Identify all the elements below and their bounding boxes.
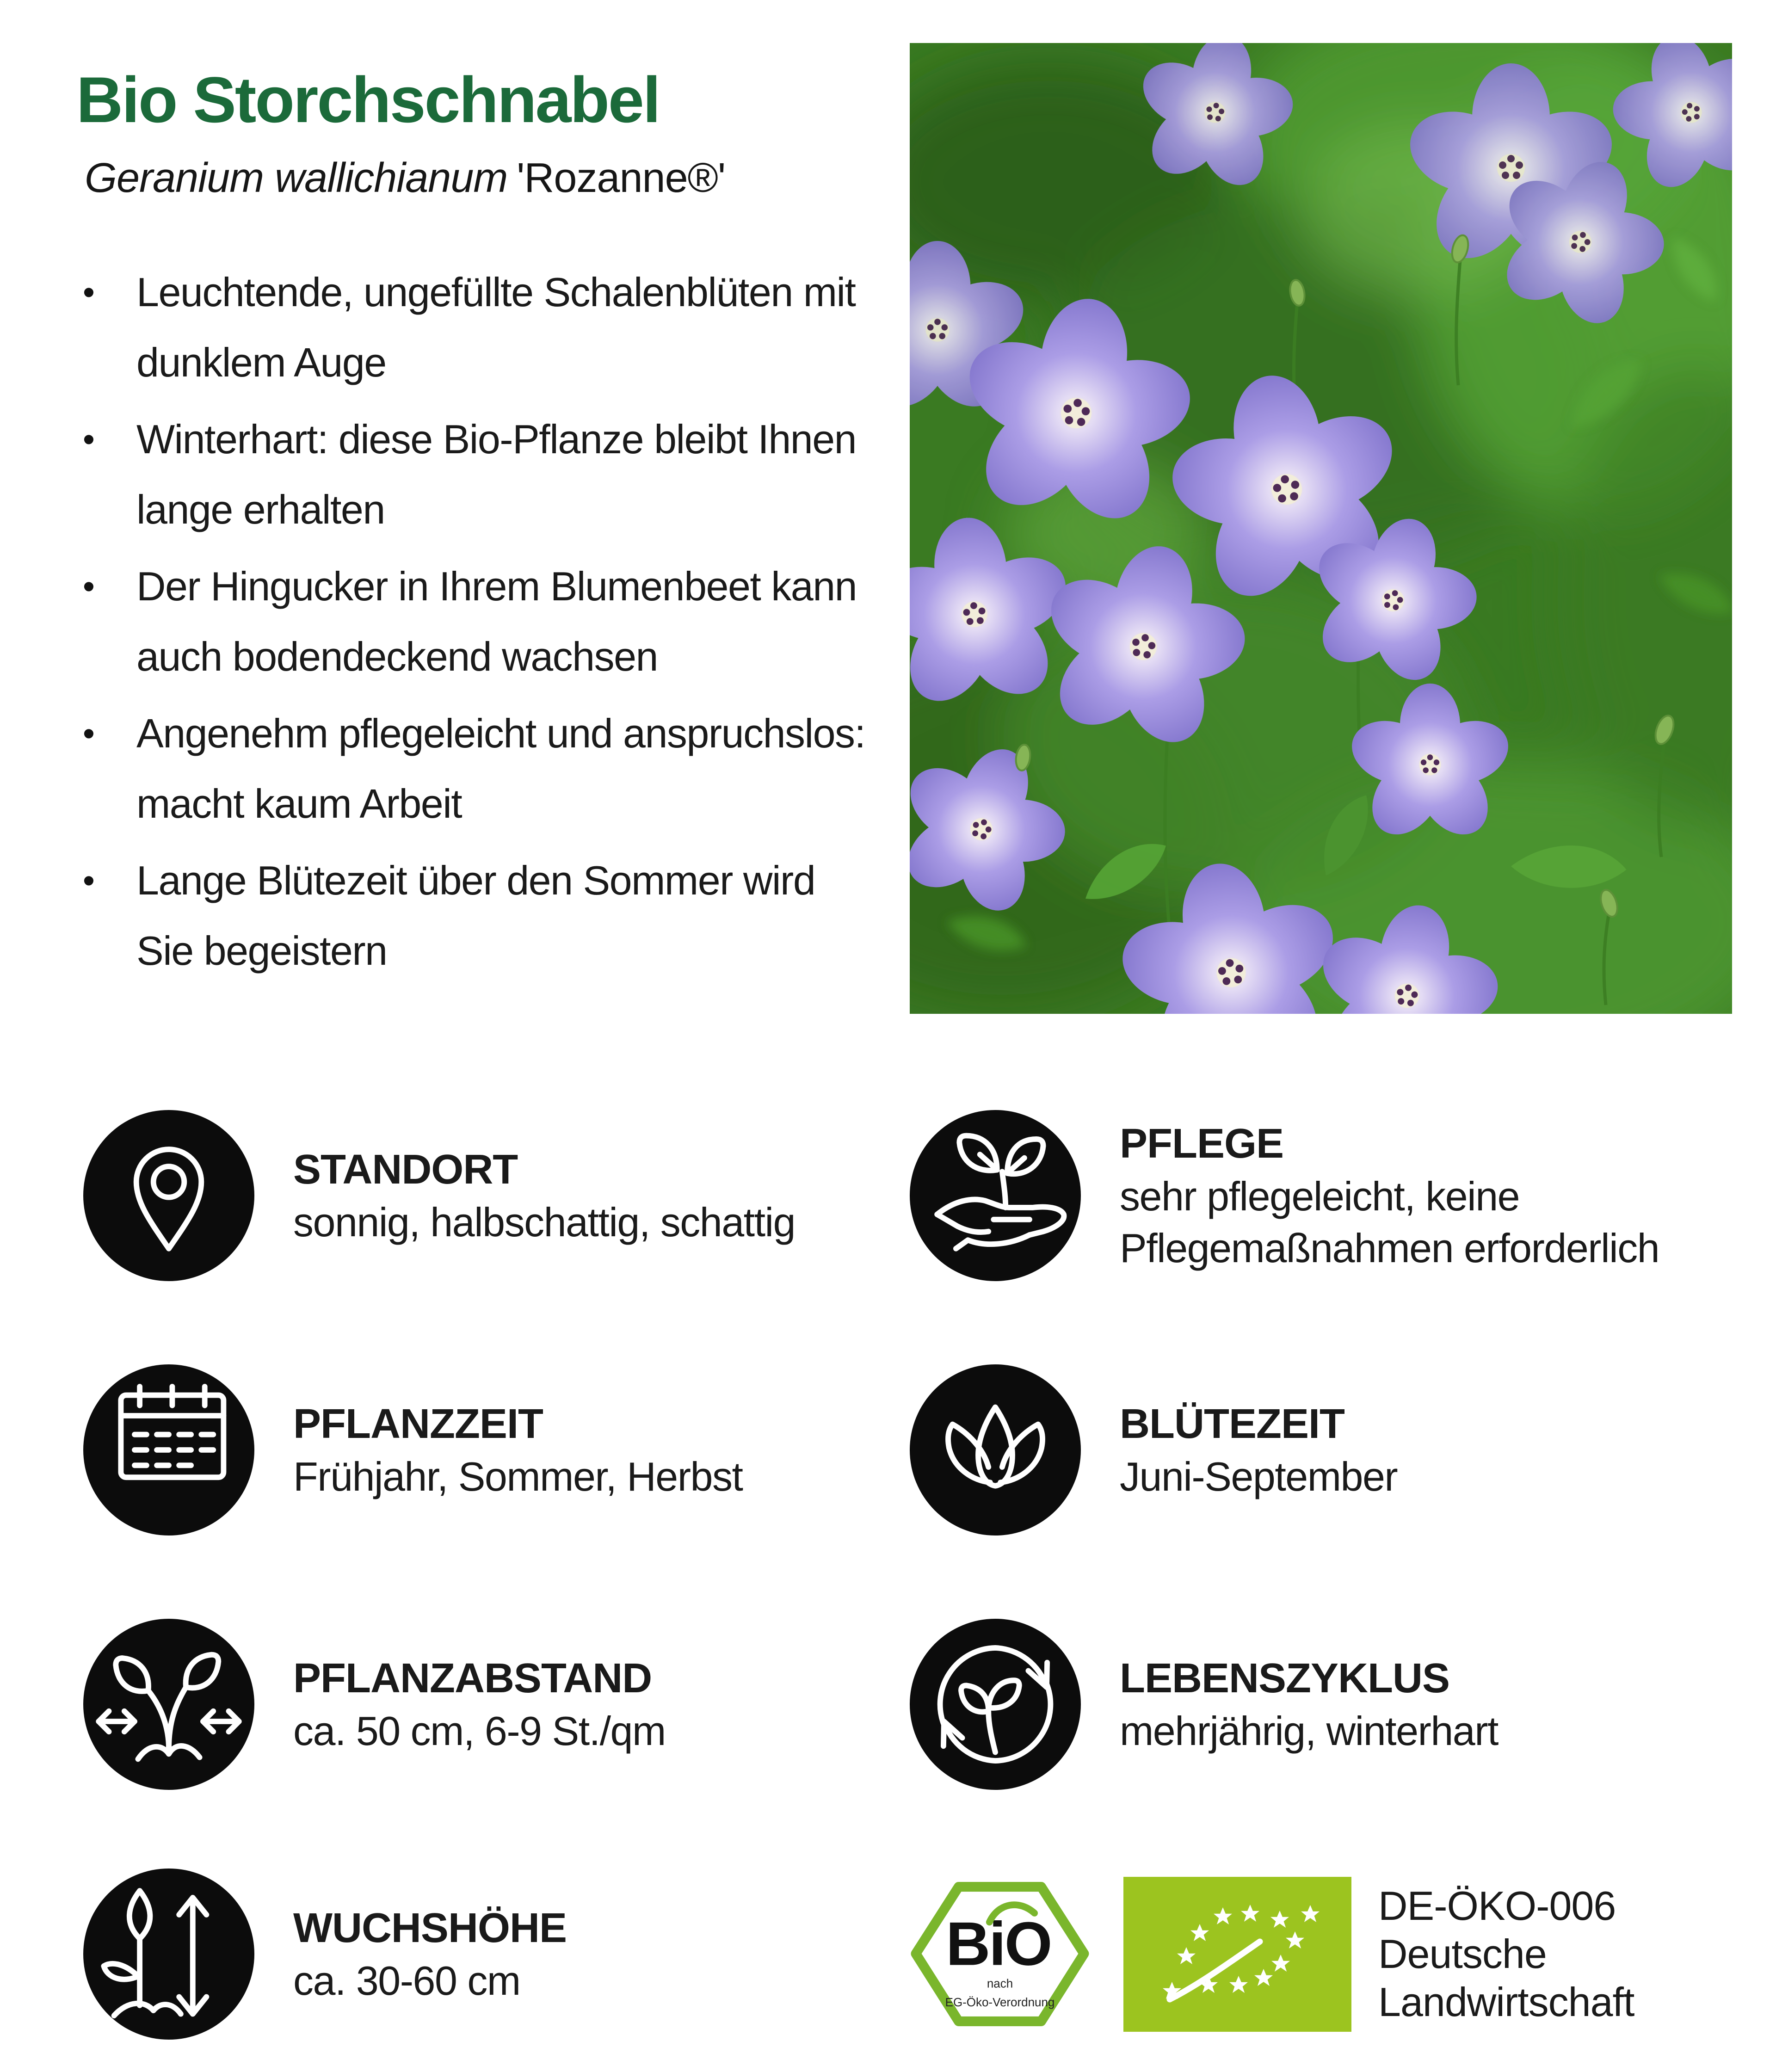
cert-line: Deutsche xyxy=(1378,1931,1547,1977)
bullet-dot: • xyxy=(83,861,95,900)
life-cycle-icon xyxy=(910,1619,1081,1790)
bullet-text: Winterhart: diese Bio-Pflanze bleibt Ihnen xyxy=(136,416,857,462)
plant-spacing-icon xyxy=(83,1619,254,1790)
feature-label: STANDORT xyxy=(293,1147,518,1193)
feature-bluetezeit xyxy=(910,1364,1397,1536)
feature-desc: mehrjährig, winterhart xyxy=(1120,1708,1498,1754)
feature-desc: sonnig, halbschattig, schattig xyxy=(293,1199,796,1245)
bullet-dot: • xyxy=(83,714,95,752)
bullet-text: lange erhalten xyxy=(136,487,385,532)
certification-text xyxy=(1378,1882,1634,2026)
feature-label: LEBENSZYKLUS xyxy=(1120,1655,1450,1702)
feature-desc: ca. 50 cm, 6-9 St./qm xyxy=(293,1708,666,1754)
feature-desc: sehr pflegeleicht, keine xyxy=(1120,1173,1520,1219)
bio-seal-logo xyxy=(910,1880,1090,2028)
cert-line: DE-ÖKO-006 xyxy=(1378,1883,1616,1929)
botanical-name xyxy=(85,155,725,201)
list-item xyxy=(76,404,865,545)
certification-row xyxy=(910,1868,1634,2040)
bullet-text: Lange Blütezeit über den Sommer wird xyxy=(136,857,815,903)
feature-desc: Frühjahr, Sommer, Herbst xyxy=(293,1454,743,1499)
feature-pflanzabstand xyxy=(83,1619,666,1790)
bullet-dot: • xyxy=(83,420,95,458)
feature-desc: Juni-September xyxy=(1120,1454,1398,1499)
list-item xyxy=(76,845,865,986)
bullet-text: Leuchtende, ungefüllte Schalenblüten mit xyxy=(136,269,856,315)
bio-seal-word: BiO xyxy=(946,1909,1051,1979)
page-title: Bio Storchschnabel xyxy=(76,63,660,136)
feature-label: PFLANZABSTAND xyxy=(293,1655,652,1702)
bio-seal-line1: nach xyxy=(987,1976,1013,1991)
feature-pflanzzeit xyxy=(83,1364,742,1536)
growth-height-icon xyxy=(83,1868,254,2040)
product-photo xyxy=(910,43,1732,1014)
bullet-dot: • xyxy=(83,273,95,311)
feature-label: BLÜTEZEIT xyxy=(1120,1401,1344,1447)
feature-bullet-list xyxy=(76,257,865,993)
bullet-dot: • xyxy=(83,567,95,605)
feature-label: PFLANZZEIT xyxy=(293,1401,543,1447)
flower-icon xyxy=(910,1364,1081,1536)
feature-desc: Pflegemaßnahmen erforderlich xyxy=(1120,1225,1659,1271)
feature-label: WUCHSHÖHE xyxy=(293,1905,567,1951)
feature-desc: ca. 30-60 cm xyxy=(293,1958,520,2004)
bio-seal-line2: EG-Öko-Verordnung xyxy=(945,1995,1055,2009)
eu-organic-leaf-logo xyxy=(1123,1877,1351,2032)
location-pin-icon xyxy=(83,1110,254,1281)
calendar-icon xyxy=(83,1364,254,1536)
bullet-text: dunklem Auge xyxy=(136,339,386,385)
feature-wuchshoehe xyxy=(83,1868,567,2040)
cert-line: Landwirtschaft xyxy=(1378,1979,1634,2025)
hand-holding-plant-icon xyxy=(910,1110,1081,1281)
feature-label: PFLEGE xyxy=(1120,1121,1284,1167)
species-name: Geranium wallichianum xyxy=(85,155,508,201)
bullet-text: auch bodendeckend wachsen xyxy=(136,634,658,679)
bullet-text: Angenehm pflegeleicht und anspruchslos: xyxy=(136,710,865,756)
list-item xyxy=(76,257,865,398)
list-item xyxy=(76,551,865,692)
bullet-text: Sie begeistern xyxy=(136,928,387,974)
bullet-text: Der Hingucker in Ihrem Blumenbeet kann xyxy=(136,563,857,609)
cultivar-name: 'Rozanne®' xyxy=(517,155,726,201)
feature-standort xyxy=(83,1110,795,1281)
feature-lebenszyklus xyxy=(910,1619,1498,1790)
list-item xyxy=(76,698,865,839)
feature-pflege xyxy=(910,1110,1659,1281)
bullet-text: macht kaum Arbeit xyxy=(136,781,462,826)
